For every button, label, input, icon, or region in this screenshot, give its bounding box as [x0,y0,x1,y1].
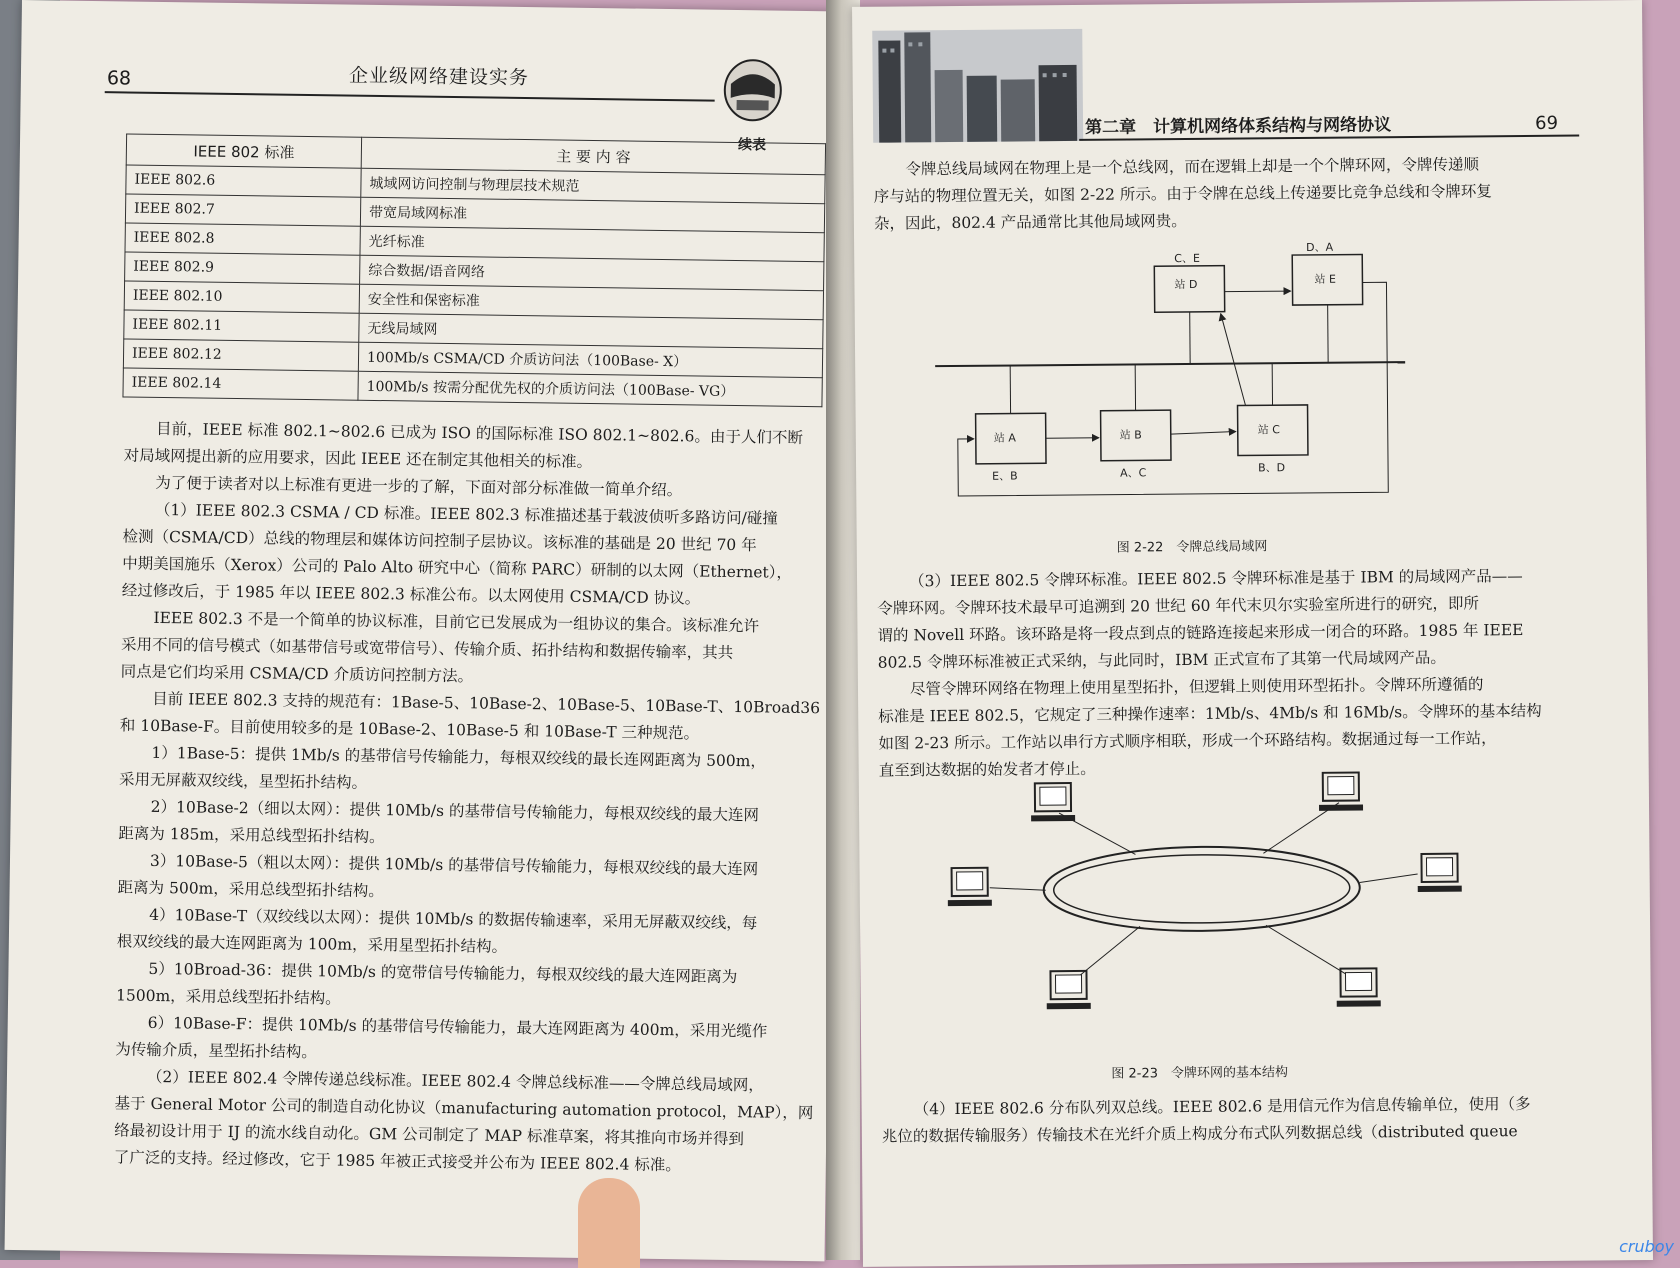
bus-line [935,362,1405,366]
text-line: 1）1Base-5：提供 1Mb/s 的基带信号传输能力，每根双绞线的最长连网距离为 500m， [119,739,819,776]
text-line: （3）IEEE 802.5 令牌环标准。IEEE 802.5 令牌环标准是基于 IBM 的局域网产品—— [877,563,1541,596]
computer-icon [1046,971,1090,1009]
left-body-text [114,415,824,1181]
text-line: （1）IEEE 802.3 CSMA / CD 标准。IEEE 802.3 标准描述基于载波侦听多路访问/碰撞 [123,496,823,533]
token-bus-diagram [934,252,1456,527]
continued-label: 续表 [738,134,766,154]
chapter-title: 第二章 计算机网络体系结构与网络协议 [1085,110,1391,138]
watermark-text: cruboy [1619,1237,1674,1256]
text-line: IEEE 802.3 不是一个简单的协议标准，目前它已发展成为一组协议的集合。该标准允许 [121,604,821,641]
station-a-token-label: E、B [992,469,1018,482]
text-line: 令牌总线局域网在物理上是一个总线网，而在逻辑上却是一个个牌环网，令牌传递顺 [873,151,1491,183]
station-c-label: 站 C [1258,422,1281,436]
table-cell: 100Mb/s CSMA/CD 介质访问法（100Base- X） [358,342,822,377]
text-line: 杂，因此，802.4 产品通常比其他局域网贵。 [874,205,1492,237]
station-d-label: 站 D [1174,277,1197,291]
table-cell: 无线局域网 [359,313,823,348]
text-line: 为了便于读者对以上标准有更进一步的了解，下面对部分标准做一简单介绍。 [123,469,823,506]
text-line: 如图 2-23 所示。工作站以串行方式顺序相联，形成一个环路结构。数据通过每一工作站， [878,725,1542,758]
city-skyline-banner-icon [872,29,1083,143]
text-line: 同点是它们均采用 CSMA/CD 介质访问控制方法。 [120,658,820,695]
figure-2-23-caption: 图 2-23 令牌环网的基本结构 [1111,1061,1288,1082]
computer-icon [948,868,992,906]
table-cell: IEEE 802.7 [125,194,360,226]
figure-2-22-caption: 图 2-22 令牌总线局域网 [1117,535,1268,555]
table-cell: 综合数据/语音网络 [360,255,824,290]
text-line: 检测（CSMA/CD）总线的物理层和媒体访问控制子层协议。该标准的基础是 20 世纪 70 年 [122,523,822,560]
text-line: 6）10Base-F：提供 10Mb/s 的基带信号传输能力，最大连网距离为 400m，采用光缆作 [116,1009,816,1046]
text-line: 5）10Broad-36：提供 10Mb/s 的宽带信号传输能力，每根双绞线的最大连网距离为 [116,955,816,992]
text-line: 序与站的物理位置无关，如图 2-22 所示。由于令牌在总线上传递要比竞争总线和令牌环复 [874,178,1492,210]
text-line: 采用无屏蔽双绞线，星型拓扑结构。 [119,766,819,803]
text-line: 直至到达数据的始发者才停止。 [879,752,1543,785]
right-page [852,0,1653,1267]
ring-outer [1043,845,1360,932]
station-b-token-label: A、C [1120,466,1147,479]
text-line: 距离为 500m，采用总线型拓扑结构。 [117,874,817,911]
computer-icon [1417,854,1461,892]
text-line: 对局域网提出新的应用要求，因此 IEEE 还在制定其他相关的标准。 [123,442,823,479]
text-line: 2）10Base-2（细以太网）：提供 10Mb/s 的基带信号传输能力，每根双绞线的最大连网 [119,793,819,830]
table-header-cell: 主 要 内 容 [361,137,825,174]
text-line: 标准是 IEEE 802.5，它规定了三种操作速率：1Mb/s、4Mb/s 和 16Mb/s。令牌环的基本结构 [878,698,1542,731]
right-page-number: 69 [1535,113,1558,134]
table-cell: 城域网访问控制与物理层技术规范 [361,168,825,203]
text-line: 为传输介质，星型拓扑结构。 [115,1036,815,1073]
text-line: 令牌环网。令牌环技术最早可追溯到 20 世纪 60 年代末贝尔实验室所进行的研究，即所 [877,590,1541,623]
station-c-token-label: B、D [1258,461,1285,474]
book-title: 企业级网络建设实务 [349,61,529,91]
computer-icon [1336,968,1380,1006]
table-cell: IEEE 802.10 [124,281,359,313]
table-cell: 100Mb/s 按需分配优先权的介质访问法（100Base- VG） [358,371,822,406]
text-line: 1500m，采用总线型拓扑结构。 [116,982,816,1019]
right-bottom-text [882,1091,1531,1151]
left-header-rule [105,91,715,102]
text-line: （2）IEEE 802.4 令牌传递总线标准。IEEE 802.4 令牌总线标准——令牌总线局域网， [115,1063,815,1100]
text-line: 采用不同的信号模式（如基带信号或宽带信号）、传输介质、拓扑结构和数据传输率，其共 [121,631,821,668]
text-line: 4）10Base-T（双绞线以太网）：提供 10Mb/s 的数据传输速率，采用无屏蔽双绞线，每 [117,901,817,938]
table-cell: IEEE 802.9 [125,252,360,284]
station-e-label: 站 E [1314,272,1336,286]
helmet-logo-icon [720,54,785,123]
table-cell: IEEE 802.8 [125,223,360,255]
right-body-text [877,563,1542,785]
text-line: 目前 IEEE 802.3 支持的规范有：1Base-5、10Base-2、10Base-5、10Base-T、10Broad36 [120,685,820,722]
text-line: 尽管令牌环网络在物理上使用星型拓扑，但逻辑上则使用环型拓扑。令牌环所遵循的 [878,671,1542,704]
left-page-number: 68 [107,67,131,89]
text-line: （4）IEEE 802.6 分布队列双总线。IEEE 802.6 是用信元作为信息传输单位，使用（多 [882,1091,1531,1124]
computer-icon [1319,772,1363,810]
token-ring-diagram [939,771,1481,1026]
text-line: 兆位的数据传输服务）传输技术在光纤介质上构成分布式队列数据总线（distributed queue [882,1118,1531,1151]
table-cell: 带宽局域网标准 [360,197,824,232]
text-line: 802.5 令牌环标准被正式采纳，与此同时，IBM 正式宣布了其第一代局域网产品。 [878,644,1542,677]
ieee-standards-table [122,133,826,407]
table-cell: 安全性和保密标准 [359,284,823,319]
text-line: 了广泛的支持。经过修改，它于 1985 年被正式接受并公布为 IEEE 802.4 标准。 [114,1144,814,1181]
station-b-label: 站 B [1120,427,1142,441]
text-line: 中期美国施乐（Xerox）公司的 Palo Alto 研究中心（简称 PARC）研制的以太网（Ethernet）， [122,550,822,587]
text-line: 络最初设计用于 IJ 的流水线自动化。GM 公司制定了 MAP 标准草案，将其推向市场并得到 [114,1117,814,1154]
table-cell: IEEE 802.14 [123,368,358,400]
table-cell: IEEE 802.6 [126,165,361,197]
table-header-cell: IEEE 802 标准 [126,134,361,168]
text-line: 目前，IEEE 标准 802.1~802.6 已成为 ISO 的国际标准 ISO 802.1~802.6。由于人们不断 [124,415,824,452]
thumb-finger [578,1178,640,1268]
text-line: 和 10Base-F。目前使用较多的是 10Base-2、10Base-5 和 10Base-T 三种规范。 [120,712,820,749]
table-cell: IEEE 802.11 [124,310,359,342]
station-e-token-label: D、A [1306,241,1334,254]
text-line: 距离为 185m，采用总线型拓扑结构。 [118,820,818,857]
text-line: 3）10Base-5（粗以太网）：提供 10Mb/s 的基带信号传输能力，每根双绞线的最大连网 [118,847,818,884]
text-line: 根双绞线的最大连网距离为 100m，采用星型拓扑结构。 [117,928,817,965]
table-cell: 光纤标准 [360,226,824,261]
text-line: 基于 General Motor 公司的制造自动化协议（manufacturing automation protocol，MAP），网 [114,1090,814,1127]
table-cell: IEEE 802.12 [123,339,358,371]
right-intro-text [873,151,1492,237]
station-a-label: 站 A [994,430,1017,444]
station-d-token-label: C、E [1174,252,1200,265]
left-page [5,0,842,1261]
computer-icon [1031,783,1075,821]
text-line: 谓的 Novell 环路。该环路是将一段点到点的链路连接起来形成一闭合的环路。1985 年 IEEE [877,617,1541,650]
text-line: 经过修改后，于 1985 年以 IEEE 802.3 标准公布。以太网使用 CSMA/CD 协议。 [122,577,822,614]
ring-inner [1053,854,1350,925]
